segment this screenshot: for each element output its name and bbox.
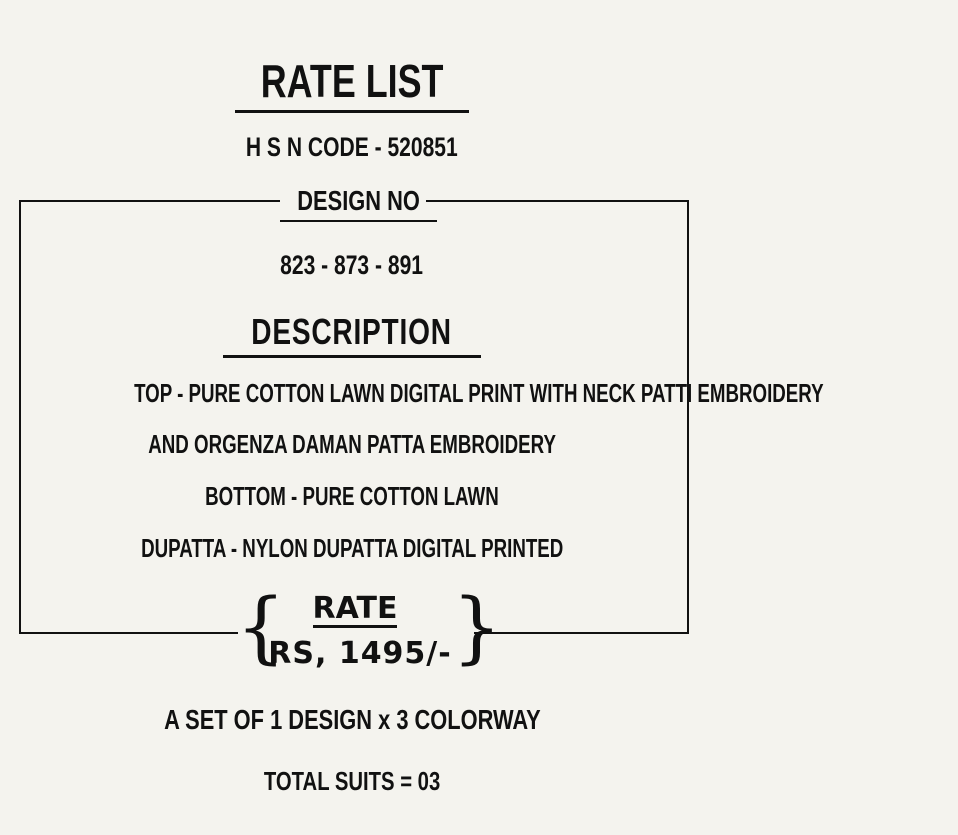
description-line-text: TOP - PURE COTTON LAWN DIGITAL PRINT WITH NECK PATTI EMBROIDERY xyxy=(134,378,824,408)
description-heading xyxy=(0,310,704,358)
design-numbers xyxy=(0,248,704,282)
page-title xyxy=(0,54,704,113)
rate-label xyxy=(260,591,450,628)
total-suits-text: TOTAL SUITS = 03 xyxy=(263,766,441,796)
description-line-text: AND ORGENZA DAMAN PATTA EMBROIDERY xyxy=(148,429,556,459)
right-curly-brace: } xyxy=(452,583,502,673)
description-line-text: BOTTOM - PURE COTTON LAWN xyxy=(205,481,499,511)
description-line-bottom xyxy=(0,479,704,513)
set-info-text: A SET OF 1 DESIGN x 3 COLORWAY xyxy=(163,704,541,735)
rate-price: RS, 1495/- xyxy=(268,636,452,671)
left-curly-brace: { xyxy=(236,583,286,673)
description-line-text: DUPATTA - NYLON DUPATTA DIGITAL PRINTED xyxy=(140,533,564,563)
description-line-top xyxy=(0,376,824,410)
rate-label-text: RATE xyxy=(312,591,398,626)
total-suits xyxy=(0,764,704,798)
set-info xyxy=(0,702,704,738)
title-text: RATE LIST xyxy=(260,55,444,107)
hsn-code xyxy=(0,130,704,164)
design-numbers-text: 823 - 873 - 891 xyxy=(280,250,424,280)
description-line-dupatta xyxy=(0,531,704,565)
design-no-label-text: DESIGN NO xyxy=(297,185,420,216)
description-heading-text: DESCRIPTION xyxy=(251,311,453,352)
design-no-label xyxy=(280,183,426,223)
hsn-code-text: H S N CODE - 520851 xyxy=(246,132,458,162)
description-line-top-continued xyxy=(0,427,704,461)
